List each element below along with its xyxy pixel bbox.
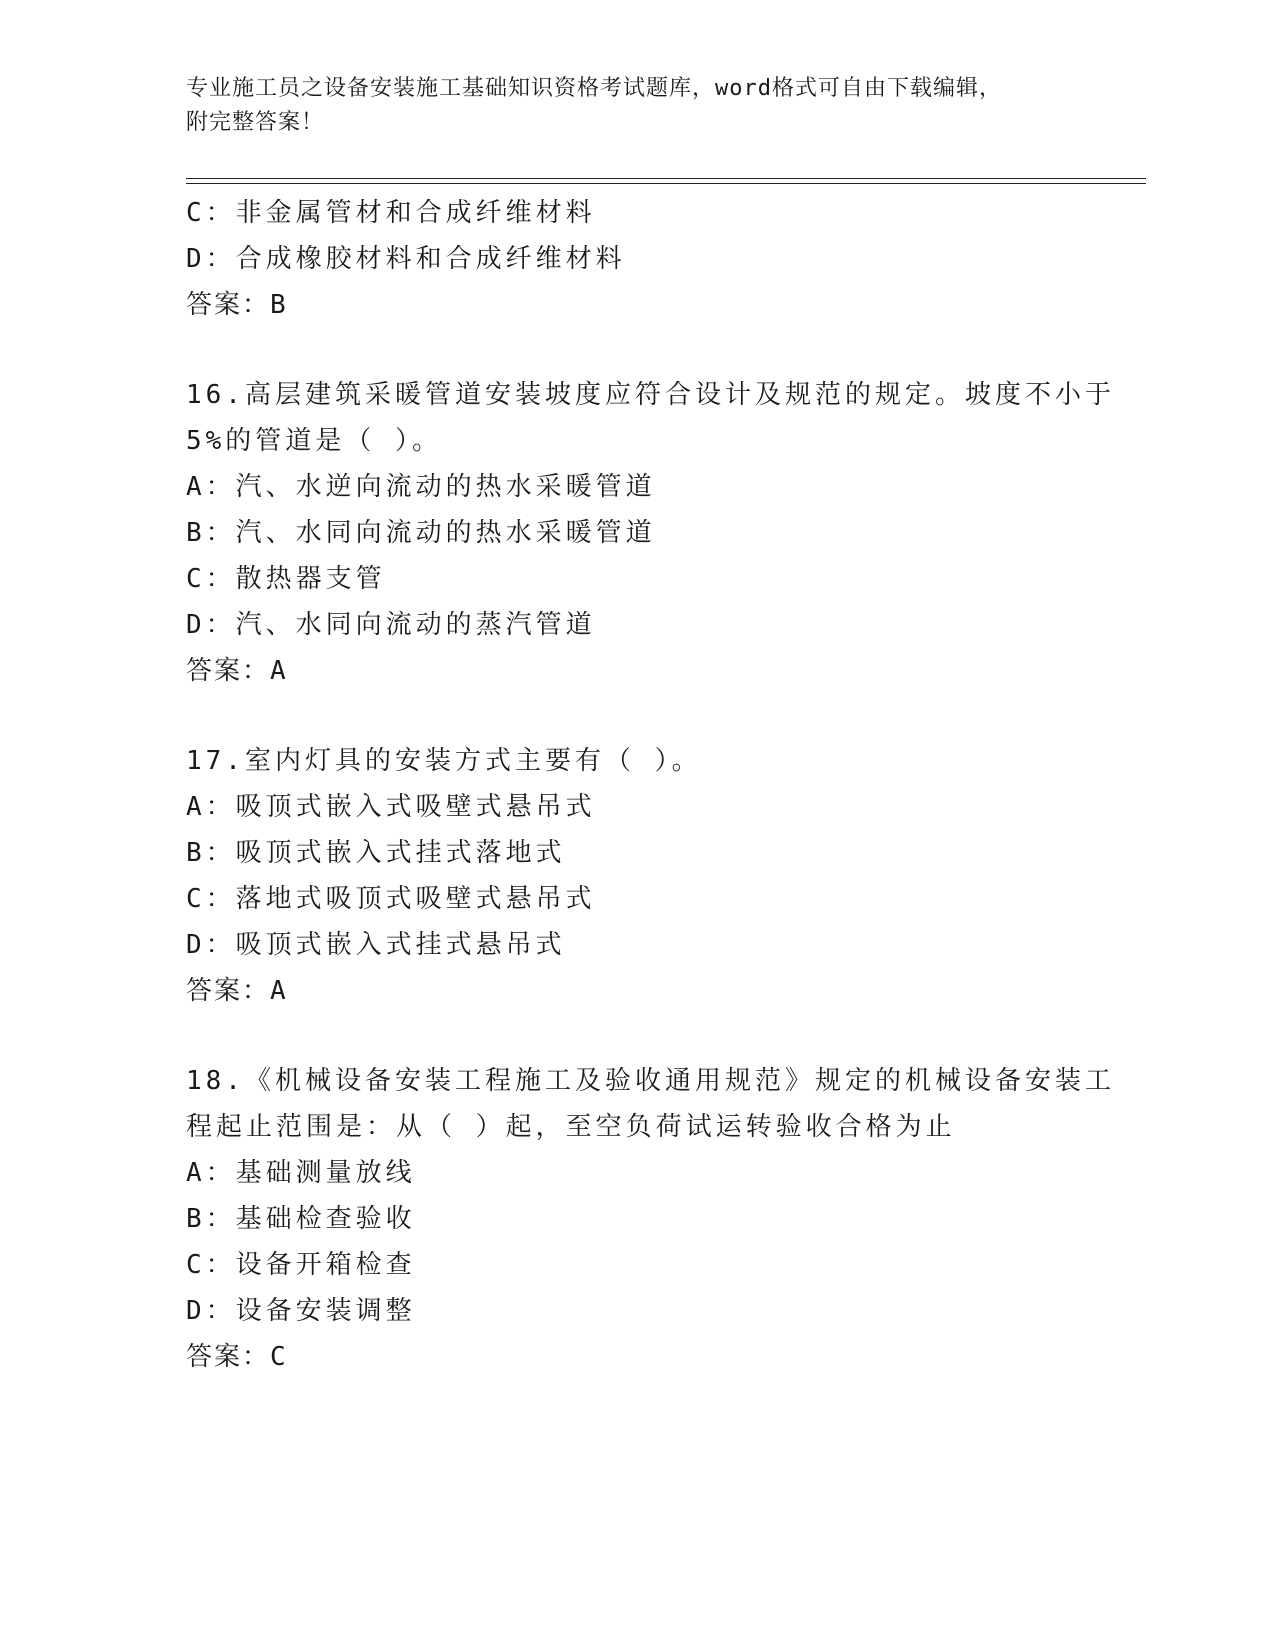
question-stem-continued: 5%的管道是（ ）。	[186, 426, 442, 456]
option-d: D：设备安装调整	[186, 1296, 416, 1326]
document-body	[186, 190, 1115, 1380]
option-c: C：散热器支管	[186, 564, 386, 594]
option-c: C：落地式吸顶式吸壁式悬吊式	[186, 884, 596, 914]
answer-line: 答案：A	[186, 656, 288, 686]
header-divider-bottom	[186, 183, 1146, 184]
spacer	[186, 328, 1086, 372]
option-d: D：合成橡胶材料和合成纤维材料	[186, 244, 626, 274]
question-15-tail	[186, 190, 1086, 328]
question-stem: 17.室内灯具的安装方式主要有（ ）。	[186, 746, 702, 776]
header-line-2: 附完整答案！	[186, 110, 325, 135]
option-a: A：吸顶式嵌入式吸壁式悬吊式	[186, 792, 596, 822]
document-header	[186, 72, 1086, 140]
option-b: B：基础检查验收	[186, 1204, 416, 1234]
option-d: D：吸顶式嵌入式挂式悬吊式	[186, 930, 566, 960]
question-16	[186, 372, 1115, 694]
question-stem-continued: 程起止范围是：从（ ）起，至空负荷试运转验收合格为止	[186, 1112, 956, 1142]
option-d: D：汽、水同向流动的蒸汽管道	[186, 610, 596, 640]
option-c: C：非金属管材和合成纤维材料	[186, 198, 596, 228]
option-a: A：汽、水逆向流动的热水采暖管道	[186, 472, 656, 502]
answer-line: 答案：B	[186, 290, 288, 320]
option-a: A：基础测量放线	[186, 1158, 416, 1188]
option-b: B：汽、水同向流动的热水采暖管道	[186, 518, 656, 548]
answer-line: 答案：C	[186, 1342, 288, 1372]
question-stem: 16.高层建筑采暖管道安装坡度应符合设计及规范的规定。坡度不小于	[186, 380, 1115, 410]
answer-line: 答案：A	[186, 976, 288, 1006]
spacer	[186, 1014, 1086, 1058]
header-line-1: 专业施工员之设备安装施工基础知识资格考试题库，word格式可自由下载编辑，	[186, 76, 1002, 101]
option-b: B：吸顶式嵌入式挂式落地式	[186, 838, 566, 868]
spacer	[186, 694, 1086, 738]
option-c: C：设备开箱检查	[186, 1250, 416, 1280]
question-17	[186, 738, 1086, 1014]
question-stem: 18.《机械设备安装工程施工及验收通用规范》规定的机械设备安装工	[186, 1066, 1115, 1096]
question-18	[186, 1058, 1115, 1380]
header-divider-top	[186, 178, 1146, 179]
